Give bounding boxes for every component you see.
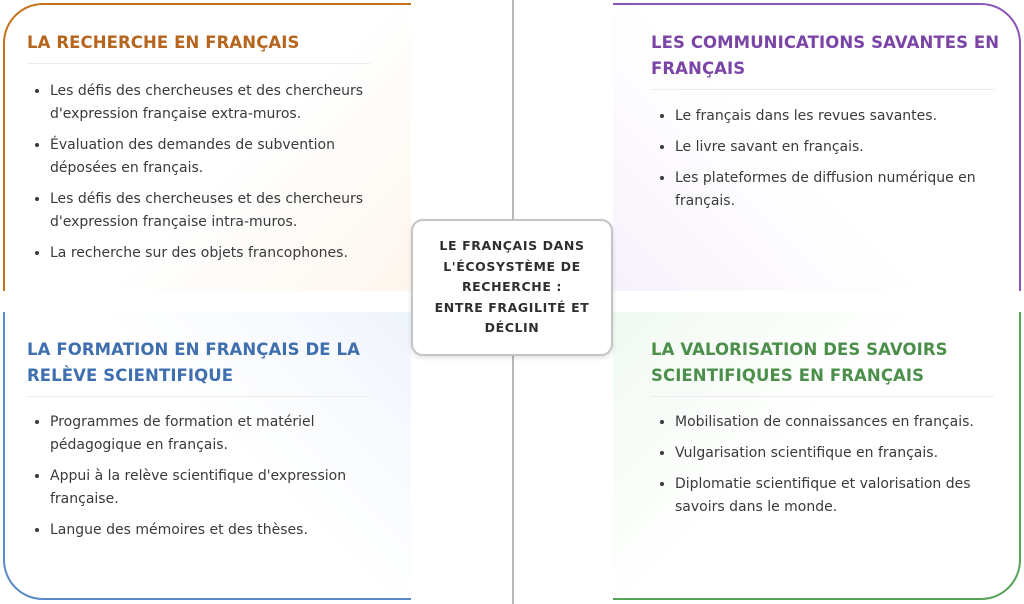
list-item: • Le livre savant en français. bbox=[675, 136, 1015, 159]
list-item: • Mobilisation de connaissances en français. bbox=[675, 411, 1015, 434]
quadrant-valorization-divider bbox=[651, 396, 994, 397]
list-item: • Les défis des chercheuses et des chercheurs d'expression française extra-muros. bbox=[50, 80, 395, 126]
quadrant-communications-divider bbox=[651, 89, 994, 90]
quadrant-valorization-list bbox=[655, 411, 1015, 527]
quadrant-communications-list bbox=[655, 105, 1015, 221]
list-item: • Vulgarisation scientifique en français. bbox=[675, 442, 1015, 465]
quadrant-training-list bbox=[30, 411, 395, 550]
list-item: • Le français dans les revues savantes. bbox=[675, 105, 1015, 128]
list-item: • Les défis des chercheuses et des chercheurs d'expression française intra-muros. bbox=[50, 188, 395, 234]
center-title-box bbox=[411, 219, 613, 356]
quadrant-research-title: LA RECHERCHE EN FRANÇAIS bbox=[27, 33, 300, 52]
list-item: • Les plateformes de diffusion numérique en français. bbox=[675, 167, 1015, 213]
center-title: LE FRANÇAIS DANS L'ÉCOSYSTÈME DE RECHERCHE : ENTRE FRAGILITÉ ET DÉCLIN bbox=[434, 238, 590, 336]
quadrant-communications-title: LES COMMUNICATIONS SAVANTES EN FRANÇAIS bbox=[651, 33, 1000, 78]
quadrant-valorization-title: LA VALORISATION DES SAVOIRS SCIENTIFIQUES EN FRANÇAIS bbox=[651, 340, 948, 385]
list-item: • Programmes de formation et matériel pédagogique en français. bbox=[50, 411, 395, 457]
quadrant-training-divider bbox=[27, 396, 370, 397]
list-item: • Langue des mémoires et des thèses. bbox=[50, 519, 395, 542]
quadrant-training-title: LA FORMATION EN FRANÇAIS DE LA RELÈVE SCIENTIFIQUE bbox=[27, 340, 360, 385]
quadrant-research-list bbox=[30, 80, 395, 273]
list-item: • Appui à la relève scientifique d'expression française. bbox=[50, 465, 395, 511]
list-item: • La recherche sur des objets francophones. bbox=[50, 242, 395, 265]
list-item: • Évaluation des demandes de subvention déposées en français. bbox=[50, 134, 395, 180]
quadrant-research-divider bbox=[27, 63, 370, 64]
list-item: • Diplomatie scientifique et valorisation des savoirs dans le monde. bbox=[675, 473, 1015, 519]
